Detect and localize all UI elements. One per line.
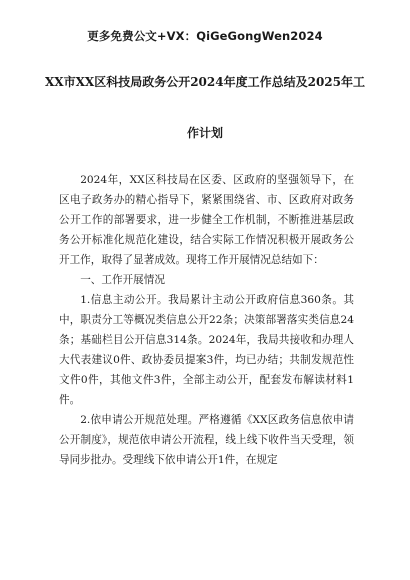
item-2-paragraph: 2.依申请公开规范处理。严格遵循《XX区政务信息依申请公开制度》，规范依申请公开流程，线上线下收件当天受理，领导同步批办。受理线下依申请公开1件，在规定 — [59, 414, 354, 466]
item-1-paragraph: 1.信息主动公开。我局累计主动公开政府信息360条。其中，职责分工等概况类信息公开22条；决策部署落实类信息24条；基础栏目公开信息314条。2024年，我局共接收和办理人大代表建议0件、政协委员提案3件，均已办结；共制发规范性文件0件，其他文件3件，全部主动公开，配套发布解读材料1件。 — [59, 294, 354, 406]
document-title-line-1: XX市XX区科技局政务公开2024年度工作总结及2025年工 — [44, 75, 366, 89]
document-body — [59, 170, 354, 470]
promo-header: 更多免费公文+VX：QiGeGongWen2024 — [87, 29, 323, 43]
intro-paragraph: 2024年，XX区科技局在区委、区政府的坚强领导下，在区电子政务办的精心指导下，紧紧围绕省、市、区政府对政务公开工作的部署要求，进一步健全工作机制，不断推进基层政务公开标准化规范化建设，结合实际工作情况积极开展政务公开工作，取得了显著成效。现将工作开展情况总结如下： — [59, 174, 354, 266]
section-heading: 一、工作开展情况 — [80, 274, 165, 286]
document-title-line-2: 作计划 — [186, 126, 223, 140]
